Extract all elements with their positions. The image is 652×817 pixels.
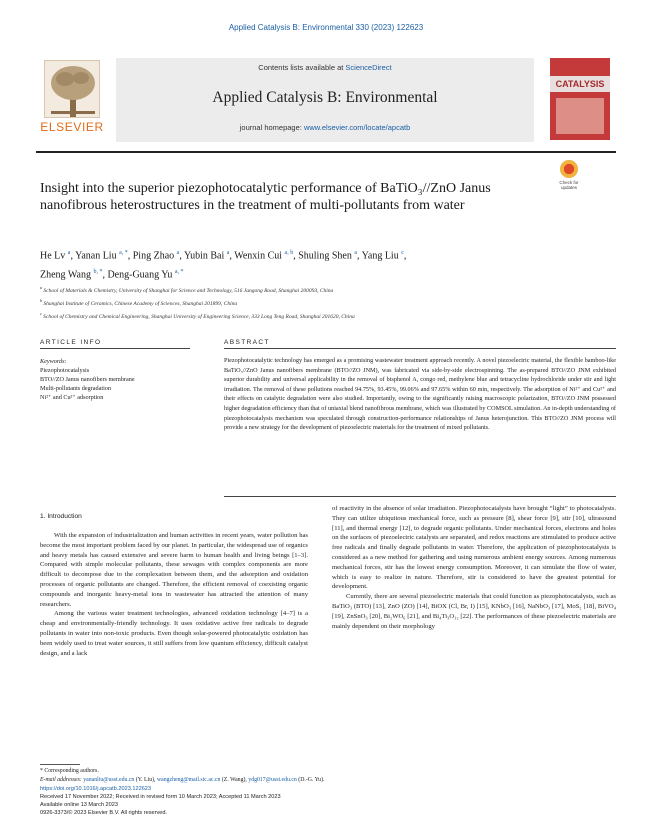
email-owner: (Y. Liu), [134, 776, 157, 783]
keywords-block [40, 357, 190, 402]
badge-label: Check for updates [559, 180, 579, 190]
keyword-item: Multi-pollutants degradation [40, 385, 111, 392]
author-affiliation-marker[interactable]: a [67, 250, 71, 256]
author-list: He Lv $^a$, Yanan Liu $^{a, *}$, Ping Zhao $^a$, Yubin Bai $^a$, Wenxin Cui $^{a, b}$, Shuling Shen $^a$, Yang Liu $^c$, Zheng Wang $^{b, *}$, Deng-Guang Yu $^{a, *}$ [40, 250, 407, 281]
journal-title: Applied Catalysis B: Environmental [212, 89, 438, 106]
keywords-label: Keywords: [40, 358, 67, 365]
author-name[interactable]: He Lv [40, 250, 68, 262]
footnote-rule [40, 764, 80, 765]
contents-line [116, 63, 534, 72]
affiliation-text: School of Materials & Chemistry, University of Shanghai for Science and Technology, 516 Jungong Road, Shanghai 200093, China [43, 287, 334, 294]
affiliation-marker: c [40, 310, 44, 316]
elsevier-logo[interactable] [36, 58, 108, 136]
check-for-updates-badge[interactable] [554, 160, 584, 196]
corresponding-note: * Corresponding authors. [40, 768, 99, 774]
affiliation-marker: b [40, 297, 44, 303]
email-link[interactable]: wangzheng@mail.sic.ac.cn [156, 776, 221, 783]
masthead-center [116, 58, 534, 142]
author-affiliation-marker[interactable]: a [226, 250, 230, 256]
copyright: 0926-3373/© 2023 Elsevier B.V. All rights reserved. [40, 810, 168, 816]
keyword-item: BTO//ZO Janus nanofibers membrane [40, 376, 135, 383]
elsevier-tree-image [44, 60, 100, 118]
intro-paragraph: With the expansion of industrialization and human activities in recent years, water pollution has become the most important problem faced by our planet. In particular, the widespread use of organics and heavy metals has caused extensive and severe harm to human health and living beings [1–3]. Compared with simple molecular pollutants, these sewages with complex components are more difficult to decompose due to the complexation between them, and the adsorption and oxidation processes of organic pollutants are changed. Therefore, the efficient removal of coexisting organic compounds and inorganic heavy-metal ions in wastewater has attracted the attention of many researchers. [40, 532, 308, 608]
affiliation-item [40, 296, 600, 309]
intro-paragraph: Currently, there are several piezoelectric materials that could function as piezophotocatalysts, such as BaTiO₃ (BTO) [13], ZnO (ZO) [14], BiOX (Cl, Br, I) [15], KNbO₃ [16], NaNbO₃ [17], MoS₂ [18], BiVO₄ [19], ZnSnO₃ [20], Bi₂WO₆ [21], and Bi₄Ti₃O₁₂ [22]. The performances of these piezoelectric materials are mainly dependent on their morphology [332, 593, 616, 630]
author-name[interactable]: Deng-Guang Yu [107, 269, 175, 281]
author-name[interactable]: Shuling Shen [298, 250, 355, 262]
author-name[interactable]: Zheng Wang [40, 269, 94, 281]
email-link[interactable]: ydg017@usst.edu.cn [248, 776, 297, 783]
author-name[interactable]: Yanan Liu [75, 250, 120, 262]
author-affiliation-marker[interactable]: a [176, 250, 180, 256]
author-affiliation-marker[interactable]: a, b [284, 250, 294, 256]
doi-link[interactable]: https://doi.org/10.1016/j.apcatb.2023.122623 [40, 786, 152, 792]
affiliation-item [40, 283, 600, 296]
check-updates-icon [560, 160, 578, 178]
author-affiliation-marker[interactable]: c [401, 250, 404, 256]
email-link[interactable]: yananliu@usst.edu.cn [83, 776, 135, 783]
affiliations [40, 283, 600, 321]
cover-title: CATALYSIS [555, 79, 605, 89]
contents-prefix: Contents lists available at [258, 63, 346, 72]
cover-artwork [556, 98, 604, 134]
affiliation-marker: a [40, 285, 44, 290]
keyword-item: Ni²⁺ and Cu²⁺ adsorption [40, 394, 104, 401]
author-affiliation-marker[interactable]: a [354, 250, 358, 256]
abstract-bottom-rule [224, 496, 616, 497]
article-info-rule [40, 348, 190, 349]
affiliation-item [40, 309, 600, 322]
journal-homepage-link[interactable]: www.elsevier.com/locate/apcatb [303, 123, 411, 132]
affiliation-text: Shanghai Institute of Ceramics, Chinese Academy of Sciences, Shanghai 201899, China [43, 300, 238, 307]
author-affiliation-marker[interactable]: b, * [93, 269, 103, 276]
journal-reference[interactable]: Applied Catalysis B: Environmental 330 (2023) 122623 [228, 23, 424, 32]
affiliation-text: School of Chemistry and Chemical Engineering, Shanghai University of Engineering Science, 333 Long Teng Road, Shanghai 201620, China [43, 313, 355, 320]
author-name[interactable]: Yubin Bai [183, 250, 227, 262]
masthead [36, 58, 616, 150]
intro-paragraph: Among the various water treatment technologies, advanced oxidation technology [4–7] is a cheap and environmentally-friendly technology. It uses oxidative active free radicals to degrade pollutants in water into non-toxic products. Even though solar-powered photocatalytic oxidation has been widely used to treat water sources, it still suffers from low quantum efficiency, difficult catalyst design, and a lack [40, 610, 308, 657]
email-owner: (D.-G. Yu). [296, 776, 325, 783]
abstract-text: Piezophotocatalytic technology has emerged as a promising wastewater treatment approach recently. A novel piezoelectric material, the flexible bamboo-like BaTiO₃//ZnO Janus nanofibers membrane (BTO//ZO JNM), was fabricated via side-by-side electrospinning. The as-prepared BTO//ZO JNM exhibited superior durability and universal applicability in the removal of bisphenol A, congo red, methylene blue and tetracycline hydrochloride under stir and light irradiation. The removal of these pollutions reached 94.75%, 93.45%, 99.06% and 97.65% within 60 min, respectively. The adsorption of Ni²⁺ and Cu²⁺ and their effects on catalytic degradation were also studied. Importantly, owing to the significantly raising macroscopic polarization, BTO//ZO JNM possessed higher degradation efficiency than that of uniaxial blend nanofibrous membrane, which was illustrated by COMSOL simulation. An in-depth understanding of piezophotocatalysis mechanism was speculated through construction-performance relationships of Janus heterojunction. This BTO//ZO JNM process will provide a new strategy for the development of piezoelectric materials for the treatment of mixed pollutants. [224, 357, 616, 432]
intro-paragraph: of reactivity in the absence of solar irradiation. Piezophotocatalysts have brought “light” to photocatalysts. They can utilize ubiquitous mechanical force, such as pressure [8], shear force [9], stir [10], ultrasound [11], and thermal energy [12], to degrade organic pollutants. Under mechanical forces, electrons and holes on the surfaces of piezoelectric catalysts are separated, and redox reactions are stimulated to produce active free radicals and finally degrade pollutants in water. Therefore, the application of piezophotocatalysts is considered as a new method for gathering and using numerous ambient energy sources. Among numerous mechanical forces, stir has the lowest energy consumption. Moreover, it can simulate the flow of water, which is easy to realize in nature. Therefore, stir is considered to have the greatest potential for development. [332, 505, 616, 591]
email-line [40, 776, 600, 785]
article-info-heading: ARTICLE INFO [40, 339, 102, 346]
email-owner: (Z. Wang), [220, 776, 249, 783]
online-date: Available online 13 March 2023 [40, 802, 118, 808]
author-affiliation-marker[interactable]: a, * [174, 269, 184, 276]
received-dates: Received 17 November 2022; Received in revised form 10 March 2023; Accepted 11 March 2023 [40, 794, 281, 800]
intro-right-column [332, 504, 616, 631]
homepage-line [116, 123, 534, 132]
email-label: E-mail addresses: [40, 776, 84, 783]
journal-cover-image[interactable] [550, 58, 610, 140]
author-affiliation-marker[interactable]: a, * [119, 250, 128, 256]
author-name[interactable]: Ping Zhao [132, 250, 177, 262]
homepage-prefix: journal homepage: [239, 123, 304, 132]
author-name[interactable]: Yang Liu [361, 250, 402, 262]
abstract-heading: ABSTRACT [224, 339, 270, 346]
article-title: Insight into the superior piezophotocatalytic performance of BaTiO₃//ZnO Janus nanofibrous heterostructures in the treatment of multi-pollutants from water [40, 181, 491, 213]
footnotes [40, 767, 600, 784]
intro-left-column [40, 531, 308, 658]
elsevier-wordmark: ELSEVIER [40, 120, 104, 134]
author-name[interactable]: Wenxin Cui [234, 250, 285, 262]
introduction-heading: 1. Introduction [40, 513, 82, 520]
sciencedirect-link[interactable]: ScienceDirect [345, 63, 392, 72]
abstract-rule [224, 348, 616, 349]
keyword-item: Piezophotocatalysis [40, 367, 90, 374]
doi-block [40, 785, 600, 817]
masthead-rule [36, 151, 616, 153]
